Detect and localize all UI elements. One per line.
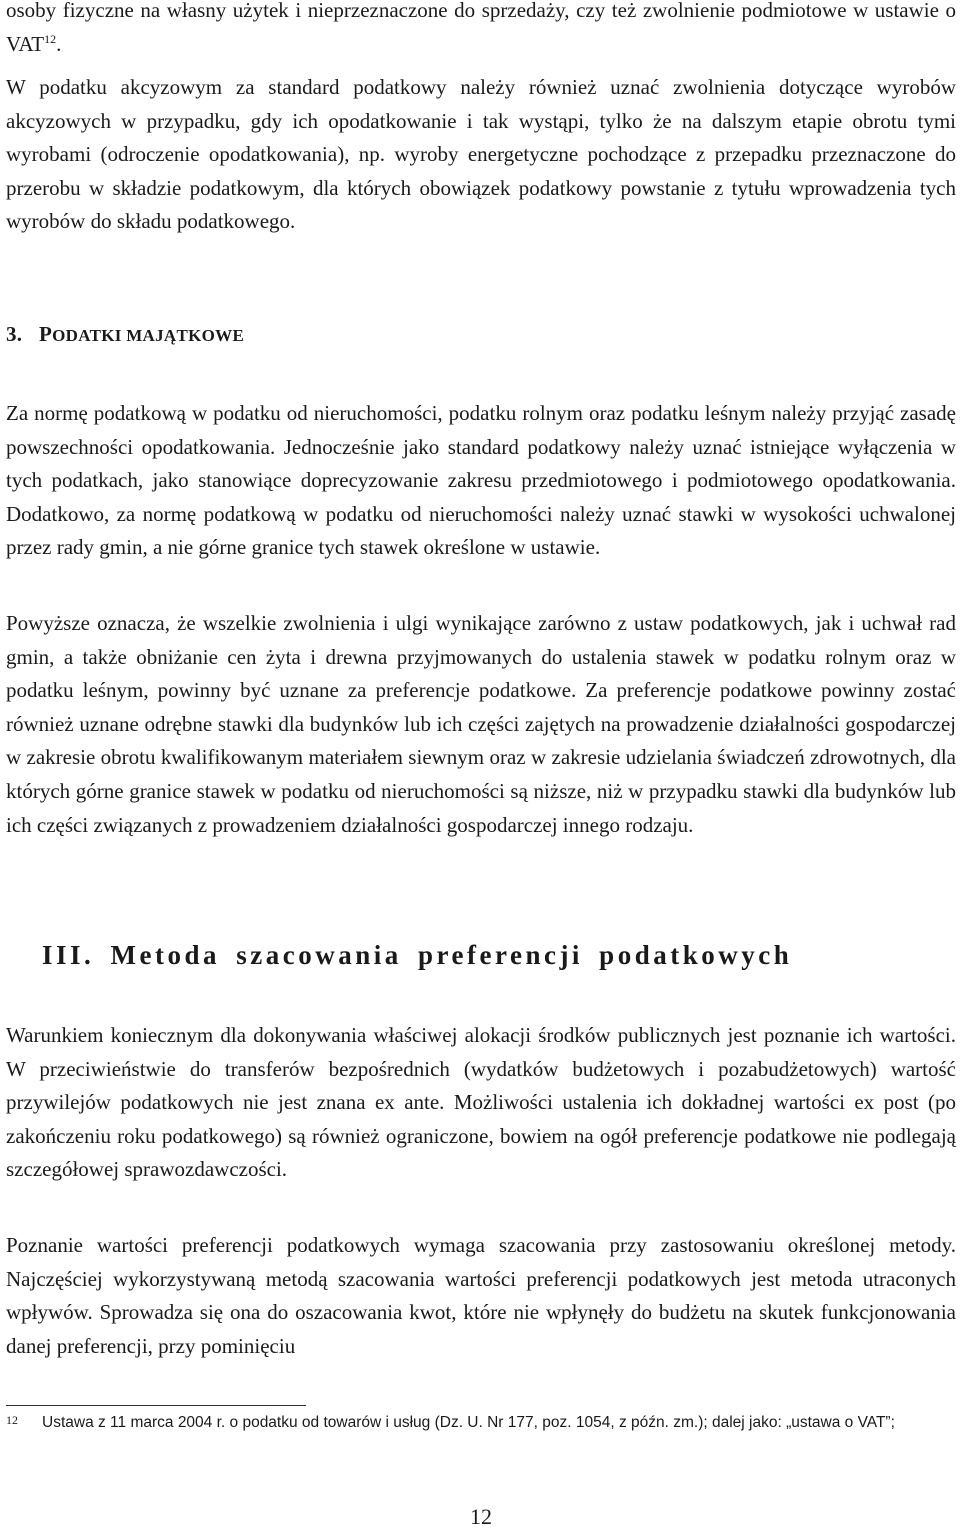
footnote-reference[interactable]: 12 (44, 31, 57, 46)
footnote-text: Ustawa z 11 marca 2004 r. o podatku od towarów i usług (Dz. U. Nr 177, poz. 1054, z późn. zm.); dalej jako: „ustawa o VAT”; (42, 1414, 895, 1431)
chapter-heading: III. Metoda szacowania preferencji podatkowych (42, 940, 793, 970)
section-title-initial: P (39, 322, 53, 346)
paragraph-tax-norm: Za normę podatkową w podatku od nieruchomości, podatku rolnym oraz podatku leśnym należy przyjąć zasadę powszechności opodatkowania. Jednocześnie jako standard podatkowy należy uznać istniejące wyłączenia w tych podatkach, jako stanowiące doprecyzowanie zakresu przedmiotowego i podmiotowego opodatkowania. Dodatkowo, za normę podatkową w podatku od nieruchomości należy uznać stawki w wysokości uchwalonej przez rady gmin, a nie górne granice tych stawek określone w ustawie. (6, 401, 956, 560)
paragraph-excise-tax: W podatku akcyzowym za standard podatkowy należy również uznać zwolnienia dotyczące wyrobów akcyzowych w przypadku, gdy ich opodatkowanie i tak wystąpi, tylko że na dalszym etapie obrotu tymi wyrobami (odroczenie opodatkowania), np. wyroby energetyczne pochodzące z przepadku przeznaczone do przerobu w składzie podatkowym, dla których obowiązek podatkowy powstanie z tytułu wprowadzenia tych wyrobów do składu podatkowego. (6, 75, 956, 234)
paragraph-vat-exemptions (6, 0, 956, 61)
footnote-number: 12 (6, 1413, 18, 1427)
page-number: 12 (470, 1504, 492, 1529)
footnote (6, 1411, 956, 1435)
paragraph-allocation: Warunkiem koniecznym dla dokonywania właściwej alokacji środków publicznych jest poznanie ich wartości. W przeciwieństwie do transferów bezpośrednich (wydatków budżetowych i pozabudżetowych) wartość przywilejów podatkowych nie jest znana ex ante. Możliwości ustalenia ich dokładnej wartości ex post (po zakończeniu roku podatkowego) są również ograniczone, bowiem na ogół preferencje podatkowe nie podlegają szczegółowej sprawozdawczości. (6, 1023, 956, 1182)
section-number: 3. (6, 322, 23, 346)
section-heading-property-taxes (6, 322, 244, 347)
paragraph-estimation-method: Poznanie wartości preferencji podatkowych wymaga szacowania przy zastosowaniu określonej metody. Najczęściej wykorzystywaną metodą szacowania wartości preferencji podatkowych jest metoda utraconych wpływów. Sprowadza się ona do oszacowania kwot, które nie wpłynęły do budżetu na skutek funkcjonowania danej preferencji, przy pominięciu (6, 1233, 956, 1358)
paragraph-tax-preferences: Powyższe oznacza, że wszelkie zwolnienia i ulgi wynikające zarówno z ustaw podatkowych, jak i uchwał rad gmin, a także obniżanie cen żyta i drewna przyjmowanych do ustalenia stawek w podatku rolnym oraz w podatku leśnym, powinny być uznane za preferencje podatkowe. Za preferencje podatkowe powinny zostać również uznane odrębne stawki dla budynków lub ich części zajętych na prowadzenie działalności gospodarczej w zakresie obrotu kwalifikowanym materiałem siewnym oraz w zakresie udzielania świadczeń zdrowotnych, dla których górne granice stawek w podatku od nieruchomości są niższe, niż w przypadku stawki dla budynków lub ich części związanych z prowadzeniem działalności gospodarczej innego rodzaju. (6, 611, 956, 837)
paragraph-tail: . (56, 31, 62, 56)
footnote-separator (6, 1405, 306, 1406)
section-title-rest: ODATKI MAJĄTKOWE (52, 326, 245, 345)
paragraph-text: osoby fizyczne na własny użytek i nieprzeznaczone do sprzedaży, czy też zwolnienie podmiotowe w ustawie o VAT (6, 0, 956, 56)
